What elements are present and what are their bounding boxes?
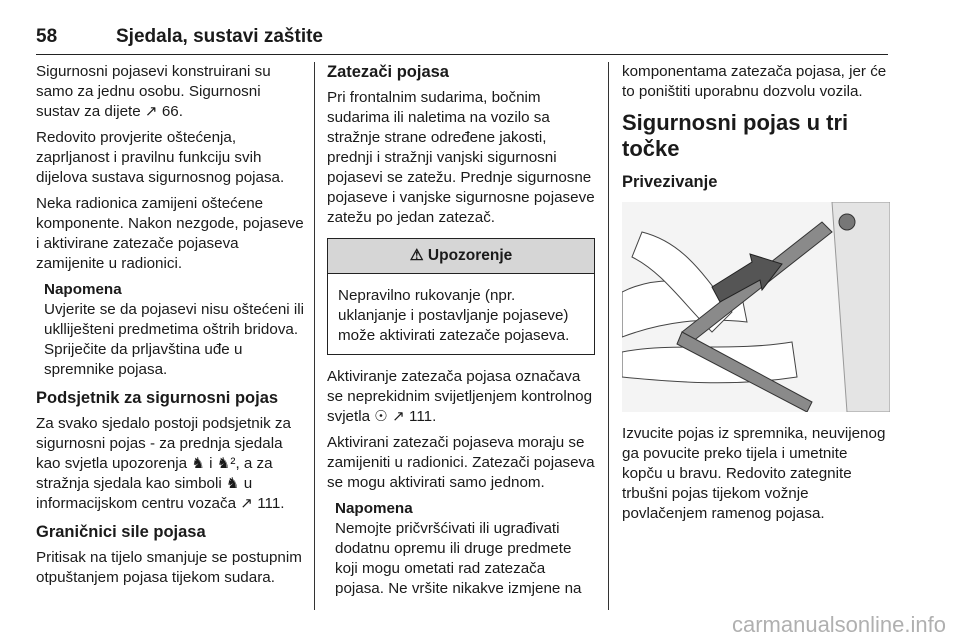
page-title: Sjedala, sustavi zaštite (116, 26, 323, 47)
warning-text: Nepravilno rukovanje (npr. uklanjanje i postavljanje pojaseve) može aktivirati zatezače pojaseva. (338, 287, 570, 344)
note-text: Uvjerite se da pojasevi nisu oštećeni ili uklliješteni predmetima oštrih bridova. Spriječite da prljavština uđe u spremnike pojasa. (44, 301, 305, 378)
warning-icon: ⚠ (409, 247, 424, 264)
watermark: carmanualsonline.info (731, 612, 946, 637)
paragraph: Izvucite pojas iz spremnika, neuvijenog ga povucite preko tijela i umetnite kopču u bravu. Redovito zategnite trbušni pojas tijekom vožnje povlačenjem ramenog pojasa. (622, 425, 886, 522)
paragraph: Neka radionica zamijeni oštećene komponente. Nakon nezgode, pojaseve i aktivirane zatezače pojaseva zamijenite u radionici. (36, 195, 304, 272)
paragraph: Redovito provjerite oštećenja, zaprljanost i pravilnu funkciju svih dijelova sustava sigurnosnog pojasa. (36, 129, 285, 186)
paragraph: Za svako sjedalo postoji podsjetnik za sigurnosni pojas - za prednja sjedala kao svjetla upozorenja ♞ i ♞², a za stražnja sjedala kao simboli ♞ u informacijskom centru vozača ↗ 111. (36, 415, 291, 512)
warning-box (327, 238, 595, 355)
note-title: Napomena (44, 281, 122, 298)
paragraph: komponentama zatezača pojasa, jer će to poništiti uporabnu dozvolu vozila. (622, 63, 887, 100)
paragraph: Pritisak na tijelo smanjuje se postupnim otpuštanjem pojasa tijekom sudara. (36, 549, 302, 586)
section-heading: Zatezači pojasa (327, 63, 449, 81)
page-header (36, 24, 888, 55)
column-1 (36, 62, 304, 594)
seatbelt-illustration (622, 202, 890, 412)
paragraph: Aktivirani zatezači pojaseva moraju se zamijeniti u radionici. Zatezači pojaseva se mogu aktivirati samo jednom. (327, 434, 595, 491)
column-divider (608, 62, 609, 610)
paragraph: Sigurnosni pojasevi konstruirani su samo za jednu osobu. Sigurnosni sustav za dijete ↗ 66. (36, 63, 271, 120)
note-box (335, 499, 595, 599)
column-2 (327, 62, 595, 605)
note-text: Nemojte pričvršćivati ili ugrađivati dodatnu opremu ili druge predmete koji mogu ometati rad zatezača pojasa. Ne vršite nikakve izmjene na (335, 520, 582, 597)
subsection-heading: Privezivanje (622, 173, 718, 191)
note-box (44, 280, 304, 380)
warning-title: Upozorenje (427, 247, 513, 264)
paragraph: Aktiviranje zatezača pojasa označava se neprekidnim svijetljenjem kontrolnog svjetla ☉ ↗ 111. (327, 368, 593, 425)
section-heading: Sigurnosni pojas u tri točke (622, 110, 849, 161)
page-number: 58 (36, 26, 58, 47)
warning-header (328, 239, 594, 274)
column-3 (622, 62, 890, 530)
section-heading: Podsjetnik za sigurnosni pojas (36, 389, 279, 407)
paragraph: Pri frontalnim sudarima, bočnim sudarima ili naletima na vozilo sa stražnje strane određene jakosti, prednji i stražnji vanjski sigurnosni pojasevi se zatežu. Prednje sigurnosne pojaseve i vanjske sigurnosne pojaseve zatežu po jedan zatezač. (327, 89, 595, 226)
seatbelt-drawing (622, 202, 890, 412)
column-divider (314, 62, 315, 610)
note-title: Napomena (335, 500, 413, 517)
section-heading: Graničnici sile pojasa (36, 523, 206, 541)
